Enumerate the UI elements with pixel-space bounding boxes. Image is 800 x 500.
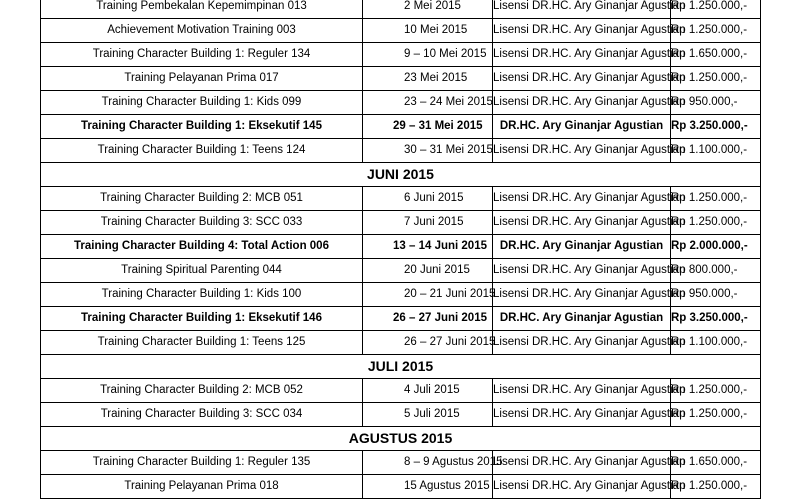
training-date-cell: 4 Juli 2015 bbox=[363, 379, 493, 403]
training-name-cell: Training Character Building 3: SCC 034 bbox=[41, 403, 363, 427]
price-cell: Rp 1.100.000,- bbox=[671, 331, 761, 355]
training-name-cell: Training Character Building 1: Teens 124 bbox=[41, 139, 363, 163]
training-name-cell: Training Character Building 4: Total Action 006 bbox=[41, 235, 363, 259]
month-header: AGUSTUS 2015 bbox=[41, 427, 761, 451]
training-date-cell: 6 Juni 2015 bbox=[363, 187, 493, 211]
trainer-cell: Lisensi DR.HC. Ary Ginanjar Agustian bbox=[493, 403, 671, 427]
training-row bbox=[41, 19, 761, 43]
price-cell: Rp 1.250.000,- bbox=[671, 403, 761, 427]
training-row bbox=[41, 67, 761, 91]
price-cell: Rp 1.250.000,- bbox=[671, 0, 761, 19]
training-name-cell: Training Character Building 1: Kids 099 bbox=[41, 91, 363, 115]
month-header-row bbox=[41, 427, 761, 451]
training-row bbox=[41, 0, 761, 19]
training-date-cell: 8 – 9 Agustus 2015 bbox=[363, 451, 493, 475]
price-cell: Rp 950.000,- bbox=[671, 91, 761, 115]
training-row bbox=[41, 451, 761, 475]
training-name-cell: Training Character Building 3: SCC 033 bbox=[41, 211, 363, 235]
trainer-cell: Lisensi DR.HC. Ary Ginanjar Agustian bbox=[493, 67, 671, 91]
month-header-row bbox=[41, 355, 761, 379]
trainer-cell: Lisensi DR.HC. Ary Ginanjar Agustian bbox=[493, 139, 671, 163]
training-date-cell: 15 Agustus 2015 bbox=[363, 475, 493, 499]
trainer-cell: DR.HC. Ary Ginanjar Agustian bbox=[493, 115, 671, 139]
price-cell: Rp 2.000.000,- bbox=[671, 235, 761, 259]
trainer-cell: DR.HC. Ary Ginanjar Agustian bbox=[493, 235, 671, 259]
training-name-cell: Training Character Building 1: Reguler 135 bbox=[41, 451, 363, 475]
training-date-cell: 20 Juni 2015 bbox=[363, 259, 493, 283]
training-row bbox=[41, 475, 761, 499]
training-row bbox=[41, 187, 761, 211]
price-cell: Rp 800.000,- bbox=[671, 259, 761, 283]
training-row bbox=[41, 91, 761, 115]
training-row bbox=[41, 43, 761, 67]
trainer-cell: Lisensi DR.HC. Ary Ginanjar Agustian bbox=[493, 187, 671, 211]
training-schedule-table bbox=[40, 0, 761, 499]
training-date-cell: 20 – 21 Juni 2015 bbox=[363, 283, 493, 307]
training-date-cell: 29 – 31 Mei 2015 bbox=[363, 115, 493, 139]
training-name-cell: Achievement Motivation Training 003 bbox=[41, 19, 363, 43]
training-name-cell: Training Character Building 2: MCB 051 bbox=[41, 187, 363, 211]
trainer-cell: Lisensi DR.HC. Ary Ginanjar Agustian bbox=[493, 43, 671, 67]
training-name-cell: Training Spiritual Parenting 044 bbox=[41, 259, 363, 283]
price-cell: Rp 1.250.000,- bbox=[671, 379, 761, 403]
training-row bbox=[41, 211, 761, 235]
training-row bbox=[41, 307, 761, 331]
trainer-cell: Lisensi DR.HC. Ary Ginanjar Agustian bbox=[493, 211, 671, 235]
price-cell: Rp 1.250.000,- bbox=[671, 187, 761, 211]
training-name-cell: Training Character Building 1: Eksekutif 145 bbox=[41, 115, 363, 139]
training-name-cell: Training Character Building 2: MCB 052 bbox=[41, 379, 363, 403]
training-date-cell: 9 – 10 Mei 2015 bbox=[363, 43, 493, 67]
training-row bbox=[41, 139, 761, 163]
trainer-cell: Lisensi DR.HC. Ary Ginanjar Agustian bbox=[493, 259, 671, 283]
training-name-cell: Training Pembekalan Kepemimpinan 013 bbox=[41, 0, 363, 19]
training-date-cell: 23 Mei 2015 bbox=[363, 67, 493, 91]
trainer-cell: DR.HC. Ary Ginanjar Agustian bbox=[493, 307, 671, 331]
training-name-cell: Training Pelayanan Prima 018 bbox=[41, 475, 363, 499]
training-date-cell: 10 Mei 2015 bbox=[363, 19, 493, 43]
training-date-cell: 26 – 27 Juni 2015 bbox=[363, 307, 493, 331]
training-row bbox=[41, 403, 761, 427]
training-date-cell: 7 Juni 2015 bbox=[363, 211, 493, 235]
schedule-sheet bbox=[40, 0, 760, 499]
price-cell: Rp 1.250.000,- bbox=[671, 475, 761, 499]
month-header: JULI 2015 bbox=[41, 355, 761, 379]
trainer-cell: Lisensi DR.HC. Ary Ginanjar Agustian bbox=[493, 331, 671, 355]
price-cell: Rp 950.000,- bbox=[671, 283, 761, 307]
training-row bbox=[41, 379, 761, 403]
price-cell: Rp 1.100.000,- bbox=[671, 139, 761, 163]
price-cell: Rp 1.250.000,- bbox=[671, 211, 761, 235]
price-cell: Rp 1.650.000,- bbox=[671, 451, 761, 475]
trainer-cell: Lisensi DR.HC. Ary Ginanjar Agustian bbox=[493, 451, 671, 475]
trainer-cell: Lisensi DR.HC. Ary Ginanjar Agustian bbox=[493, 0, 671, 19]
training-row bbox=[41, 235, 761, 259]
price-cell: Rp 3.250.000,- bbox=[671, 115, 761, 139]
price-cell: Rp 1.250.000,- bbox=[671, 19, 761, 43]
trainer-cell: Lisensi DR.HC. Ary Ginanjar Agustian bbox=[493, 19, 671, 43]
price-cell: Rp 1.250.000,- bbox=[671, 67, 761, 91]
trainer-cell: Lisensi DR.HC. Ary Ginanjar Agustian bbox=[493, 475, 671, 499]
price-cell: Rp 1.650.000,- bbox=[671, 43, 761, 67]
price-cell: Rp 3.250.000,- bbox=[671, 307, 761, 331]
trainer-cell: Lisensi DR.HC. Ary Ginanjar Agustian bbox=[493, 379, 671, 403]
training-name-cell: Training Character Building 1: Reguler 134 bbox=[41, 43, 363, 67]
training-name-cell: Training Character Building 1: Eksekutif 146 bbox=[41, 307, 363, 331]
trainer-cell: Lisensi DR.HC. Ary Ginanjar Agustian bbox=[493, 91, 671, 115]
training-date-cell: 26 – 27 Juni 2015 bbox=[363, 331, 493, 355]
training-row bbox=[41, 283, 761, 307]
training-name-cell: Training Character Building 1: Kids 100 bbox=[41, 283, 363, 307]
training-row bbox=[41, 115, 761, 139]
trainer-cell: Lisensi DR.HC. Ary Ginanjar Agustian bbox=[493, 283, 671, 307]
month-header: JUNI 2015 bbox=[41, 163, 761, 187]
month-header-row bbox=[41, 163, 761, 187]
training-date-cell: 13 – 14 Juni 2015 bbox=[363, 235, 493, 259]
training-date-cell: 5 Juli 2015 bbox=[363, 403, 493, 427]
training-name-cell: Training Pelayanan Prima 017 bbox=[41, 67, 363, 91]
training-row bbox=[41, 331, 761, 355]
schedule-body bbox=[41, 0, 761, 499]
training-date-cell: 23 – 24 Mei 2015 bbox=[363, 91, 493, 115]
training-date-cell: 30 – 31 Mei 2015 bbox=[363, 139, 493, 163]
training-name-cell: Training Character Building 1: Teens 125 bbox=[41, 331, 363, 355]
training-date-cell: 2 Mei 2015 bbox=[363, 0, 493, 19]
training-row bbox=[41, 259, 761, 283]
